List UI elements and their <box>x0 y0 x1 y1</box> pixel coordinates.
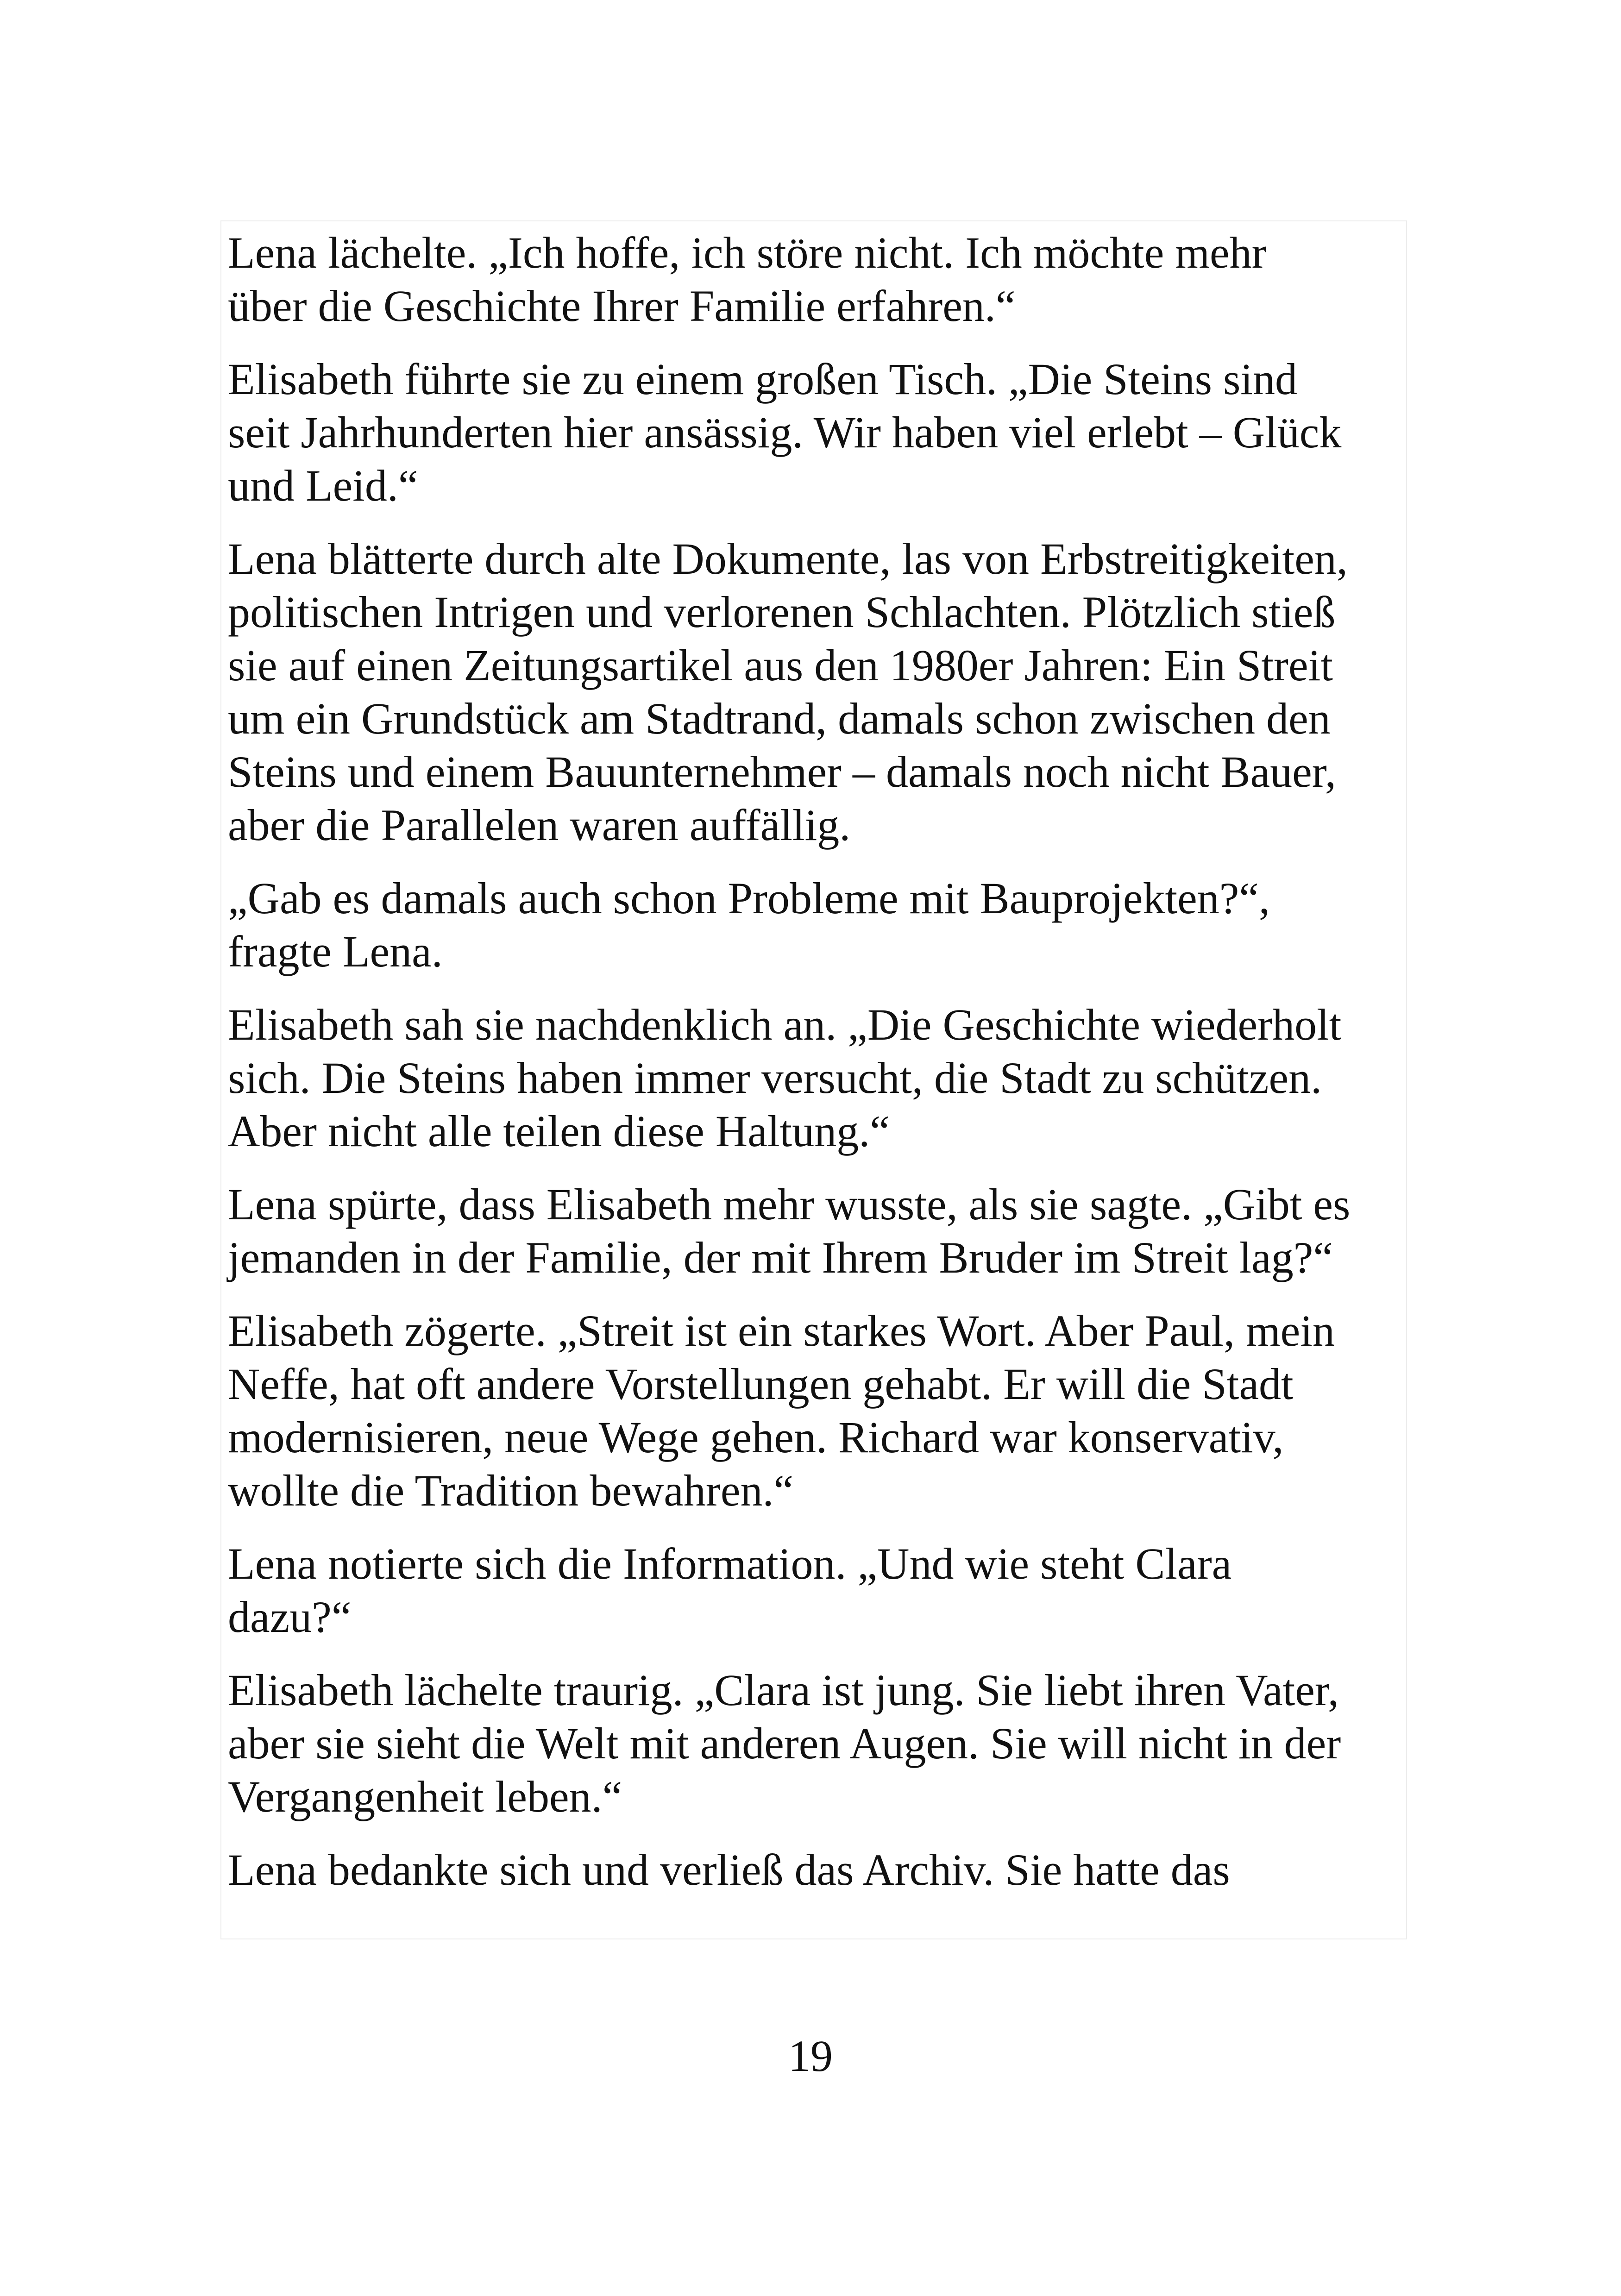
text-line: um ein Grundstück am Stadtrand, damals schon zwischen den <box>228 694 1331 743</box>
text-frame <box>220 220 1407 1939</box>
text-line: über die Geschichte Ihrer Familie erfahren.“ <box>228 281 1016 331</box>
text-line: Elisabeth lächelte traurig. „Clara ist jung. Sie liebt ihren Vater, <box>228 1665 1339 1715</box>
text-line: Lena lächelte. „Ich hoffe, ich störe nicht. Ich möchte mehr <box>228 228 1267 277</box>
paragraph <box>228 352 1400 512</box>
text-line: Lena blätterte durch alte Dokumente, las von Erbstreitigkeiten, <box>228 534 1348 583</box>
text-line: modernisieren, neue Wege gehen. Richard war konservativ, <box>228 1412 1284 1462</box>
text-line: Elisabeth sah sie nachdenklich an. „Die Geschichte wiederholt <box>228 1000 1342 1049</box>
text-line: Elisabeth zögerte. „Streit ist ein starkes Wort. Aber Paul, mein <box>228 1306 1335 1355</box>
text-line: Neffe, hat oft andere Vorstellungen gehabt. Er will die Stadt <box>228 1359 1294 1409</box>
paragraph <box>228 1843 1400 1896</box>
text-line: aber sie sieht die Welt mit anderen Augen. Sie will nicht in der <box>228 1719 1341 1768</box>
paragraph <box>228 998 1400 1158</box>
text-line: sie auf einen Zeitungsartikel aus den 1980er Jahren: Ein Streit <box>228 640 1333 690</box>
body-text <box>221 221 1406 1896</box>
paragraph <box>228 872 1400 978</box>
text-line: Elisabeth führte sie zu einem großen Tisch. „Die Steins sind <box>228 354 1297 404</box>
text-line: jemanden in der Familie, der mit Ihrem Bruder im Streit lag?“ <box>228 1233 1333 1282</box>
text-line: Lena notierte sich die Information. „Und wie steht Clara <box>228 1539 1232 1588</box>
text-line: Lena spürte, dass Elisabeth mehr wusste, als sie sagte. „Gibt es <box>228 1179 1351 1229</box>
text-line: dazu?“ <box>228 1592 352 1642</box>
text-line: Lena bedankte sich und verließ das Archiv. Sie hatte das <box>228 1845 1230 1895</box>
text-line: sich. Die Steins haben immer versucht, die Stadt zu schützen. <box>228 1053 1322 1103</box>
paragraph <box>228 1304 1400 1517</box>
text-line: Steins und einem Bauunternehmer – damals noch nicht Bauer, <box>228 747 1336 797</box>
text-line: „Gab es damals auch schon Probleme mit Bauprojekten?“, <box>228 873 1270 923</box>
text-line: Aber nicht alle teilen diese Haltung.“ <box>228 1106 890 1156</box>
paragraph <box>228 532 1400 852</box>
text-line: seit Jahrhunderten hier ansässig. Wir haben viel erlebt – Glück <box>228 408 1342 457</box>
text-line: aber die Parallelen waren auffällig. <box>228 800 851 850</box>
text-line: Vergangenheit leben.“ <box>228 1772 622 1821</box>
text-line: wollte die Tradition bewahren.“ <box>228 1466 794 1515</box>
paragraph <box>228 1178 1400 1284</box>
text-line: politischen Intrigen und verlorenen Schlachten. Plötzlich stieß <box>228 587 1336 637</box>
text-line: und Leid.“ <box>228 461 418 510</box>
text-line: fragte Lena. <box>228 927 443 976</box>
page-number: 19 <box>788 2031 833 2081</box>
paragraph <box>228 1663 1400 1823</box>
paragraph <box>228 1537 1400 1644</box>
paragraph <box>228 226 1400 332</box>
